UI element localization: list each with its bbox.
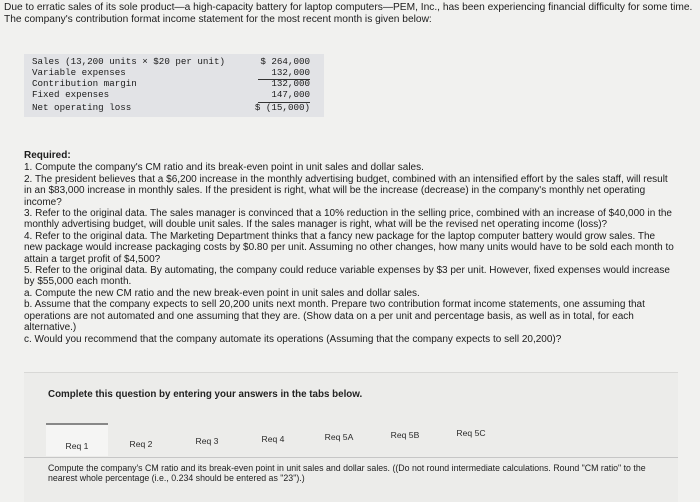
instruction-text: Compute the company's CM ratio and its break-even point in unit sales and dollar sales. ((Do not round intermediate calculations. Round "CM ratio" to the nearest whole percentage (i.e., 0.234 should be entered as "23").): [48, 463, 646, 484]
tab-divider: [24, 457, 678, 458]
required-heading: Required:: [24, 150, 71, 161]
tab-label: Req 1: [65, 441, 89, 451]
tab-req-5c[interactable]: [440, 423, 502, 456]
tab-label: Req 3: [195, 436, 219, 446]
required-section: [24, 150, 676, 345]
tab-label: Req 5B: [390, 430, 420, 440]
required-item-5a: a. Compute the new CM ratio and the new break-even point in unit sales and dollar sales.: [24, 287, 420, 299]
row-amount: 132,000: [271, 78, 310, 89]
tab-req-5b[interactable]: [374, 423, 436, 456]
income-row-net-operating-loss: [24, 103, 324, 114]
tab-bar: [24, 423, 678, 457]
income-statement-table: [24, 54, 324, 117]
tab-label: Req 4: [261, 434, 285, 444]
required-item-4: 4. Refer to the original data. The Marketing Department thinks that a fancy new package for the laptop computer battery would grow sales. The new package would increase packaging costs by $0.80 per unit. Assuming no other changes, how many units would have to be sold each month to attain a target profit of $4,500?: [24, 230, 674, 265]
tab-label: Req 2: [129, 439, 153, 449]
row-amount: $ 264,000: [260, 56, 310, 67]
required-item-5b: b. Assume that the company expects to sell 20,200 units next month. Prepare two contribution format income statements, one assuming that operations are not automated and one assuming that they are. (Show data on a per unit and percentage basis, as well as in total, for each alternative.): [24, 299, 645, 334]
income-row-fixed-expenses: [24, 90, 324, 101]
row-amount: 132,000: [271, 67, 310, 78]
required-item-5: 5. Refer to the original data. By automating, the company could reduce variable expenses by $3 per unit. However, fixed expenses would increase by $55,000 each month.: [24, 265, 670, 288]
required-item-3: 3. Refer to the original data. The sales manager is convinced that a 10% reduction in the selling price, combined with an increase of $40,000 in the monthly advertising budget, will double unit sales. If the sales manager is right, what will be the revised net operating income (loss)?: [24, 208, 672, 231]
required-item-2: 2. The president believes that a $6,200 increase in the monthly advertising budget, combined with an intensified effort by the sales staff, will result in an $83,000 increase in monthly sales. If the president is right, what will be the increase (decrease) in the company's monthly net operating income?: [24, 173, 668, 208]
tab-label: Req 5A: [324, 432, 354, 442]
tab-label: Req 5C: [456, 428, 486, 438]
row-label: Variable expenses: [32, 67, 126, 78]
row-label: Fixed expenses: [32, 89, 110, 100]
tab-req-4[interactable]: [242, 423, 304, 456]
row-label: Sales (13,200 units × $20 per unit): [32, 56, 225, 67]
tab-req-1[interactable]: [46, 423, 108, 456]
tab-req-2[interactable]: [110, 423, 172, 456]
required-item-5c: c. Would you recommend that the company automate its operations (Assuming that the company expects to sell 20,200)?: [24, 333, 562, 345]
row-label: Net operating loss: [32, 102, 132, 113]
required-item-1: 1. Compute the company's CM ratio and its break-even point in unit sales and dollar sales.: [24, 162, 424, 174]
panel-title: Complete this question by entering your answers in the tabs below.: [48, 389, 363, 400]
row-label: Contribution margin: [32, 78, 137, 89]
tab-req-3[interactable]: [176, 423, 238, 456]
tab-req-5a[interactable]: [308, 423, 370, 456]
row-amount: $ (15,000): [254, 102, 310, 113]
row-amount: 147,000: [271, 89, 310, 100]
intro-text: Due to erratic sales of its sole product—a high-capacity battery for laptop computers—PEM, Inc., has been experiencing financial difficulty for some time. The company's contribution format income statement for the most recent month is given below:: [4, 2, 693, 25]
answer-panel: [24, 372, 678, 502]
